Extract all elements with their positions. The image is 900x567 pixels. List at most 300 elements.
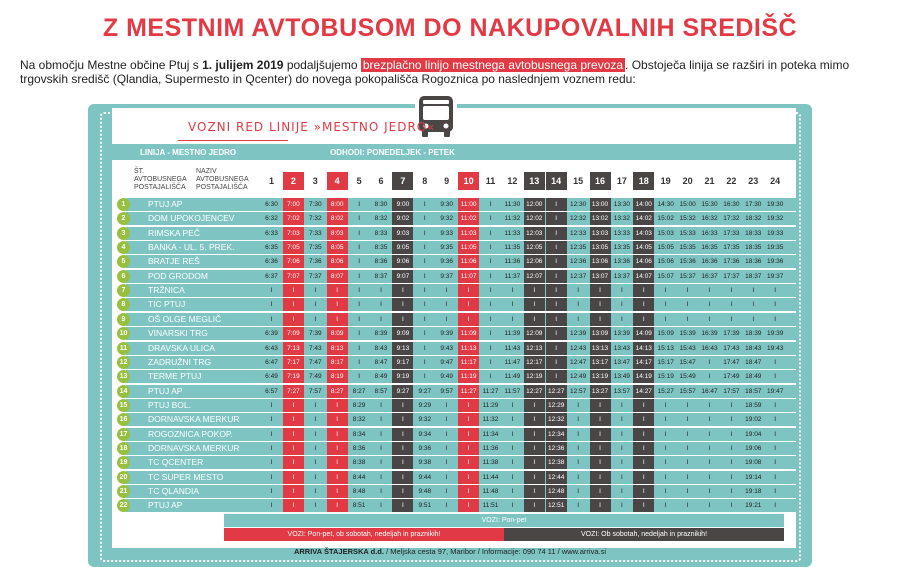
time-cell: I: [730, 301, 733, 309]
time-cell: 16:37: [701, 272, 718, 280]
stop-number-badge: 21: [117, 485, 130, 498]
time-cell: I: [577, 416, 579, 424]
time-cell: 9:06: [392, 255, 413, 268]
time-cell: I: [546, 313, 567, 326]
time-cell: 13:03: [590, 227, 611, 240]
time-cell: 17:47: [723, 358, 740, 366]
time-cell: 11:33: [504, 229, 521, 237]
time-cell: I: [270, 444, 273, 452]
time-cell: I: [686, 301, 689, 309]
time-cell: 16:30: [723, 201, 740, 208]
column-number: 11: [485, 176, 496, 186]
time-cell: I: [283, 428, 304, 441]
time-cell: I: [423, 373, 426, 381]
time-cell: I: [686, 488, 689, 495]
time-cell: 7:37: [308, 272, 322, 280]
time-cell: I: [774, 430, 777, 438]
time-cell: I: [445, 473, 448, 481]
time-cell: I: [590, 413, 611, 426]
time-cell: 7:09: [283, 327, 304, 340]
time-cell: 7:33: [308, 229, 322, 237]
time-cell: I: [327, 456, 348, 469]
column-number: 24: [770, 176, 781, 186]
stop-name: TC QLANDIA: [148, 486, 200, 496]
time-cell: 14:17: [633, 356, 654, 369]
stop-number-badge: 16: [117, 413, 130, 426]
time-cell: I: [423, 301, 426, 309]
time-cell: I: [511, 502, 514, 510]
time-cell: I: [458, 284, 479, 297]
time-cell: I: [546, 255, 567, 268]
time-cell: I: [524, 284, 545, 297]
time-cell: I: [730, 416, 733, 424]
stop-number-badge: 2: [117, 212, 130, 225]
time-cell: I: [380, 473, 382, 481]
time-cell: I: [458, 471, 479, 484]
stop-number-badge: 4: [117, 241, 130, 254]
time-cell: 6:35: [265, 244, 278, 252]
time-cell: I: [327, 284, 348, 297]
time-cell: 7:47: [308, 358, 322, 366]
time-cell: 8:00: [327, 198, 348, 211]
time-cell: I: [314, 301, 317, 309]
stop-name: TRŽNICA: [148, 285, 185, 296]
time-cell: I: [730, 315, 733, 323]
time-cell: 7:05: [283, 241, 304, 254]
time-cell: 19:47: [767, 387, 784, 395]
time-cell: I: [511, 315, 514, 323]
time-cell: I: [327, 471, 348, 484]
time-cell: 9:03: [392, 227, 413, 240]
time-cell: I: [620, 488, 623, 495]
time-cell: 19:14: [745, 473, 762, 481]
time-cell: 6:36: [265, 258, 278, 266]
column-number: 14: [546, 172, 567, 190]
time-cell: 18:33: [745, 229, 762, 237]
time-cell: I: [358, 373, 360, 381]
time-cell: I: [620, 473, 623, 481]
time-cell: I: [283, 399, 304, 412]
time-cell: 12:48: [546, 485, 567, 498]
time-cell: I: [590, 471, 611, 484]
time-cell: I: [620, 301, 623, 309]
time-cell: 9:48: [418, 488, 432, 495]
time-cell: I: [590, 313, 611, 326]
time-cell: I: [314, 502, 317, 510]
time-cell: I: [590, 485, 611, 498]
time-cell: 11:02: [458, 212, 479, 225]
time-cell: 12:37: [569, 272, 587, 280]
time-cell: 9:27: [418, 387, 432, 395]
stop-number-badge: 14: [117, 385, 130, 398]
time-cell: 9:38: [418, 459, 432, 467]
time-cell: 12:39: [569, 330, 587, 338]
column-number: 23: [748, 176, 759, 186]
time-cell: I: [546, 298, 567, 311]
time-cell: I: [730, 444, 733, 452]
stop-name: TC QCENTER: [148, 457, 204, 468]
time-cell: 13:37: [613, 272, 631, 280]
footer-company: ARRIVA ŠTAJERSKA d.d.: [293, 547, 384, 556]
time-cell: 8:44: [352, 473, 366, 481]
time-cell: 11:30: [504, 201, 521, 208]
time-cell: I: [283, 298, 304, 311]
time-cell: I: [270, 488, 273, 495]
time-cell: I: [511, 416, 514, 424]
time-cell: I: [380, 444, 382, 452]
time-cell: 14:06: [633, 255, 654, 268]
time-cell: 11:29: [482, 401, 499, 409]
time-cell: 13:57: [613, 387, 631, 395]
time-cell: I: [708, 373, 711, 381]
time-cell: 19:06: [745, 444, 762, 452]
time-cell: I: [708, 502, 711, 510]
time-cell: I: [511, 430, 514, 438]
time-cell: 13:19: [590, 370, 611, 383]
time-cell: I: [358, 330, 360, 338]
time-cell: 11:05: [458, 241, 479, 254]
time-cell: 14:27: [633, 385, 654, 398]
time-cell: 18:37: [745, 272, 762, 280]
time-cell: I: [445, 301, 448, 309]
stop-number-badge: 5: [117, 255, 130, 268]
time-cell: I: [489, 244, 492, 252]
time-cell: I: [314, 459, 317, 467]
time-cell: 11:32: [504, 215, 521, 223]
time-cell: 7:06: [283, 255, 304, 268]
time-cell: I: [270, 459, 273, 467]
time-cell: I: [358, 201, 360, 208]
stop-name: PTUJ AP: [148, 199, 183, 209]
time-cell: 9:00: [392, 198, 413, 211]
time-cell: I: [423, 272, 426, 280]
time-cell: 6:37: [265, 272, 278, 280]
time-cell: I: [664, 473, 667, 481]
time-cell: I: [358, 315, 360, 323]
time-cell: 9:47: [440, 358, 454, 366]
column-number: 13: [524, 172, 545, 190]
time-cell: 8:02: [327, 212, 348, 225]
time-cell: I: [708, 416, 711, 424]
time-cell: 13:39: [613, 330, 631, 338]
time-cell: 15:17: [657, 358, 674, 366]
time-cell: I: [511, 444, 514, 452]
time-cell: 6:39: [265, 330, 278, 338]
time-cell: I: [752, 287, 755, 295]
time-cell: I: [633, 413, 654, 426]
time-cell: 6:33: [265, 229, 278, 237]
time-cell: 7:32: [308, 215, 322, 223]
column-number: 1: [268, 176, 274, 186]
time-cell: 13:32: [613, 215, 631, 223]
time-cell: I: [489, 229, 492, 237]
time-cell: 9:39: [440, 330, 454, 338]
time-cell: 12:27: [546, 385, 567, 398]
time-cell: 8:27: [352, 387, 366, 395]
time-cell: 12:57: [569, 387, 587, 395]
stop-number-badge: 15: [117, 399, 130, 412]
stop-number-badge: 3: [117, 227, 130, 240]
time-cell: I: [686, 502, 689, 510]
time-cell: 8:47: [374, 358, 388, 366]
time-cell: I: [445, 430, 448, 438]
time-cell: I: [283, 442, 304, 455]
time-cell: 13:43: [613, 344, 631, 352]
page-title: Z MESTNIM AVTOBUSOM DO NAKUPOVALNIH SREDIŠČ: [102, 14, 798, 42]
time-cell: I: [358, 301, 360, 309]
time-cell: 13:47: [613, 358, 631, 366]
stop-number-badge: 18: [117, 442, 130, 455]
time-cell: I: [327, 485, 348, 498]
time-cell: I: [774, 373, 777, 381]
time-cell: 15:05: [657, 244, 674, 252]
time-cell: 12:13: [524, 342, 545, 355]
time-cell: 7:35: [308, 244, 322, 252]
time-cell: I: [511, 401, 514, 409]
time-cell: I: [283, 313, 304, 326]
stop-name: BANKA - UL. 5. PREK.: [148, 242, 235, 253]
time-cell: I: [774, 416, 777, 424]
time-cell: 17:35: [723, 244, 740, 252]
time-cell: I: [730, 488, 733, 495]
time-cell: I: [511, 287, 514, 295]
time-cell: 9:32: [440, 215, 454, 223]
time-cell: 12:30: [569, 201, 587, 208]
time-cell: I: [708, 401, 711, 409]
time-cell: I: [358, 358, 360, 366]
time-cell: I: [730, 430, 733, 438]
time-cell: I: [774, 459, 777, 467]
time-cell: I: [524, 313, 545, 326]
time-cell: 15:19: [657, 373, 674, 381]
stop-name: TERME PTUJ: [148, 371, 202, 382]
time-cell: I: [708, 315, 711, 323]
legend-weekend: VOZI: Ob sobotah, nedeljah in praznikih!: [504, 528, 784, 541]
time-cell: 12:47: [569, 358, 587, 366]
time-cell: 12:36: [569, 258, 587, 266]
time-cell: 8:06: [327, 255, 348, 268]
time-cell: 8:13: [327, 342, 348, 355]
time-cell: 13:07: [590, 270, 611, 283]
column-number: 12: [507, 176, 518, 186]
time-cell: I: [489, 215, 492, 223]
time-cell: 9:19: [392, 370, 413, 383]
time-cell: I: [664, 287, 667, 295]
time-cell: I: [577, 401, 579, 409]
stop-name: RIMSKA PEČ: [148, 227, 200, 238]
stop-name: PTUJ AP: [148, 500, 183, 511]
time-cell: I: [392, 284, 413, 297]
time-cell: I: [392, 413, 413, 426]
time-cell: 17:37: [723, 272, 740, 280]
time-cell: 12:35: [569, 244, 587, 252]
time-cell: I: [752, 301, 755, 309]
time-cell: I: [577, 488, 579, 495]
time-cell: I: [752, 315, 755, 323]
time-cell: I: [283, 485, 304, 498]
time-cell: I: [270, 416, 273, 424]
time-cell: 14:30: [657, 201, 674, 208]
time-cell: 12:49: [569, 373, 587, 381]
time-cell: 9:27: [392, 385, 413, 398]
time-cell: 14:03: [633, 227, 654, 240]
time-cell: 8:05: [327, 241, 348, 254]
time-cell: I: [546, 212, 567, 225]
time-cell: 15:57: [679, 387, 696, 395]
time-cell: I: [686, 444, 689, 452]
time-cell: 9:17: [392, 356, 413, 369]
time-cell: I: [686, 430, 689, 438]
time-cell: 7:36: [308, 258, 322, 266]
time-cell: 9:36: [418, 444, 432, 452]
time-cell: I: [445, 444, 448, 452]
heading-underline: [178, 140, 288, 141]
stop-number-badge: 10: [117, 327, 130, 340]
time-cell: I: [392, 399, 413, 412]
time-cell: 18:39: [745, 330, 762, 338]
time-cell: 13:06: [590, 255, 611, 268]
time-cell: I: [358, 244, 360, 252]
stop-number-badge: 6: [117, 270, 130, 283]
time-cell: 17:49: [723, 373, 740, 381]
time-cell: I: [664, 315, 667, 323]
time-cell: I: [458, 399, 479, 412]
time-cell: I: [327, 399, 348, 412]
intro-text-2: podaljšujemo: [283, 58, 361, 72]
time-cell: I: [620, 444, 623, 452]
stop-name: TC SUPER MESTO: [148, 471, 224, 482]
time-cell: 15:02: [657, 215, 674, 223]
time-cell: 8:57: [374, 387, 388, 395]
stop-name: ZADRUŽNI TRG: [148, 356, 212, 367]
time-cell: I: [511, 488, 514, 495]
time-cell: I: [458, 499, 479, 512]
time-cell: I: [577, 301, 579, 309]
intro-paragraph: [20, 58, 884, 86]
time-cell: 9:51: [418, 502, 432, 510]
time-cell: 13:27: [590, 385, 611, 398]
stop-name: DORNAVSKA MERKUR: [148, 414, 240, 425]
time-cell: 19:30: [767, 201, 784, 208]
time-cell: 8:36: [374, 258, 388, 266]
col-stop-name-header: NAZIV AVTOBUSNEGA POSTAJALIŠČA: [196, 168, 249, 191]
time-cell: I: [283, 499, 304, 512]
col-stop-no-header: ŠT. AVTOBUSNEGA POSTAJALIŠČA: [134, 168, 187, 191]
line-label: LINIJA - MESTNO JEDRO: [140, 148, 237, 157]
time-cell: I: [774, 488, 777, 495]
column-number: 16: [590, 172, 611, 190]
time-cell: 12:03: [524, 227, 545, 240]
time-cell: 8:34: [352, 430, 366, 438]
time-cell: 16:39: [701, 330, 718, 338]
time-cell: 17:43: [723, 344, 740, 352]
intro-text-1: Na območju Mestne občine Ptuj s: [20, 58, 203, 72]
time-cell: I: [423, 315, 426, 323]
time-cell: 8:07: [327, 270, 348, 283]
time-cell: 19:08: [745, 459, 762, 467]
time-cell: I: [774, 444, 777, 452]
time-cell: I: [283, 413, 304, 426]
time-cell: I: [577, 287, 579, 295]
time-cell: 7:39: [308, 330, 322, 338]
stop-number-badge: 11: [117, 342, 130, 355]
time-cell: 8:32: [352, 416, 366, 424]
time-cell: 16:32: [701, 215, 718, 223]
time-cell: 13:05: [590, 241, 611, 254]
time-cell: I: [774, 358, 777, 366]
time-cell: I: [314, 473, 317, 481]
time-cell: I: [577, 502, 579, 510]
time-cell: 11:36: [504, 258, 521, 266]
time-cell: I: [524, 471, 545, 484]
time-cell: 9:33: [440, 229, 454, 237]
time-cell: 7:49: [308, 373, 322, 381]
time-cell: 15:27: [657, 387, 674, 395]
time-cell: I: [620, 315, 623, 323]
column-number: 4: [327, 172, 348, 190]
time-cell: 15:39: [679, 330, 696, 338]
time-cell: I: [708, 301, 711, 309]
time-cell: I: [489, 272, 492, 280]
time-cell: I: [577, 444, 579, 452]
time-cell: I: [546, 284, 567, 297]
time-cell: I: [489, 258, 492, 266]
time-cell: 9:49: [440, 373, 454, 381]
stop-number-badge: 7: [117, 284, 130, 297]
stop-name: POD GRODOM: [148, 270, 208, 281]
time-cell: I: [590, 442, 611, 455]
time-cell: 8:36: [352, 444, 366, 452]
time-cell: I: [664, 401, 667, 409]
time-cell: 19:35: [767, 244, 784, 252]
time-cell: I: [524, 413, 545, 426]
time-cell: I: [730, 459, 733, 467]
time-cell: I: [392, 471, 413, 484]
time-cell: I: [577, 315, 579, 323]
time-cell: I: [730, 287, 733, 295]
time-cell: 11:07: [458, 270, 479, 283]
stop-number-badge: 19: [117, 456, 130, 469]
time-cell: 6:47: [265, 358, 278, 366]
time-cell: I: [590, 298, 611, 311]
time-cell: I: [546, 227, 567, 240]
stop-number-badge: 17: [117, 428, 130, 441]
time-cell: 19:43: [767, 344, 784, 352]
legend-weekdays: VOZI: Pon-pet: [224, 514, 784, 527]
column-number: 22: [726, 176, 737, 186]
stop-name: TIC PTUJ: [148, 299, 186, 310]
time-cell: 6:32: [265, 215, 278, 223]
time-cell: 14:09: [633, 327, 654, 340]
time-cell: 11:34: [482, 430, 499, 438]
time-cell: I: [270, 287, 273, 295]
time-cell: I: [577, 473, 579, 481]
time-cell: 19:36: [767, 258, 784, 266]
column-number: 15: [573, 176, 584, 186]
time-cell: I: [633, 442, 654, 455]
time-cell: I: [358, 344, 360, 352]
time-cell: 8:03: [327, 227, 348, 240]
timetable-heading: VOZNI RED LINIJE »MESTNO JEDRO«: [188, 120, 436, 134]
column-number: 18: [633, 172, 654, 190]
time-cell: I: [327, 428, 348, 441]
time-cell: 8:51: [352, 502, 366, 510]
column-number: 19: [660, 176, 671, 186]
stop-name: PTUJ BOL.: [148, 399, 191, 410]
time-cell: I: [633, 298, 654, 311]
time-cell: 11:00: [458, 198, 479, 211]
time-cell: 8:39: [374, 330, 388, 338]
